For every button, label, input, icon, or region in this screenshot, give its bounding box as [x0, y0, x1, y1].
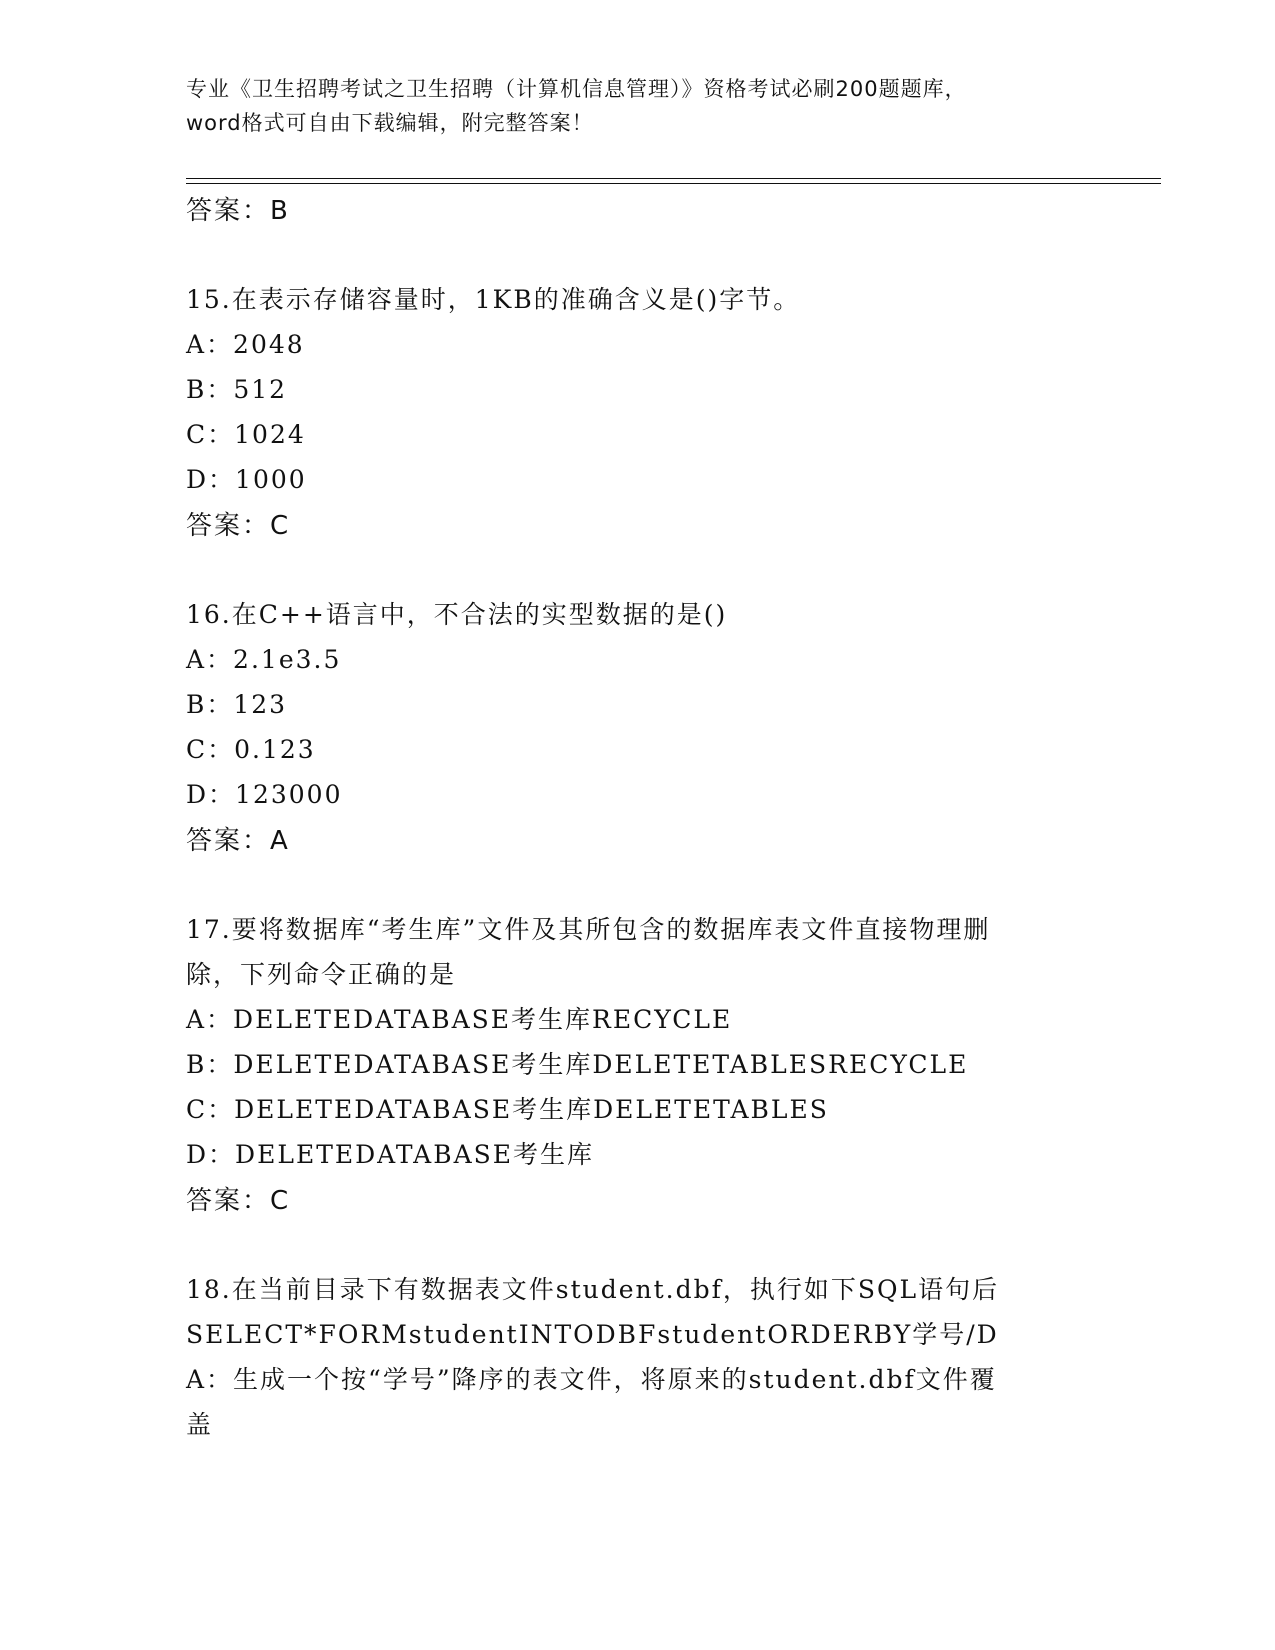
question-16-option-c: C：0.123 — [186, 735, 316, 764]
question-15-stem: 15.在表示存储容量时，1KB的准确含义是()字节。 — [186, 285, 801, 314]
question-16-option-b: B：123 — [186, 690, 288, 719]
question-17-stem-line-1: 17.要将数据库“考生库”文件及其所包含的数据库表文件直接物理删 — [186, 915, 991, 944]
previous-answer: 答案：B — [186, 196, 290, 226]
question-18-option-a-line-2: 盖 — [186, 1410, 214, 1439]
question-15-option-a: A：2048 — [186, 330, 305, 359]
header-divider-top — [186, 178, 1161, 179]
question-17-option-c: C：DELETEDATABASE考生库DELETETABLES — [186, 1095, 829, 1124]
question-15-option-b: B：512 — [186, 375, 288, 404]
question-16-answer: 答案：A — [186, 826, 290, 856]
question-17-option-a: A：DELETEDATABASE考生库RECYCLE — [186, 1005, 733, 1034]
question-17-stem-line-2: 除，下列命令正确的是 — [186, 960, 457, 989]
document-header — [186, 72, 1086, 140]
header-divider-bottom — [186, 183, 1161, 184]
question-15-option-d: D：1000 — [186, 465, 307, 494]
question-15-answer: 答案：C — [186, 511, 291, 541]
question-18-stem-line-1: 18.在当前目录下有数据表文件student.dbf，执行如下SQL语句后 — [186, 1275, 1000, 1304]
question-17-answer: 答案：C — [186, 1186, 291, 1216]
question-18-option-a-line-1: A：生成一个按“学号”降序的表文件，将原来的student.dbf文件覆 — [186, 1365, 997, 1394]
question-18-stem-line-2: SELECT*FORMstudentINTODBFstudentORDERBY学号/D — [186, 1320, 999, 1349]
question-17-option-d: D：DELETEDATABASE考生库 — [186, 1140, 595, 1169]
question-16-option-a: A：2.1e3.5 — [186, 645, 342, 674]
question-16-option-d: D：123000 — [186, 780, 343, 809]
header-line-1: 专业《卫生招聘考试之卫生招聘（计算机信息管理）》资格考试必刷200题题库， — [186, 77, 967, 101]
header-line-2: word格式可自由下载编辑，附完整答案！ — [186, 111, 594, 135]
question-16-stem: 16.在C++语言中，不合法的实型数据的是() — [186, 600, 728, 629]
question-17-option-b: B：DELETEDATABASE考生库DELETETABLESRECYCLE — [186, 1050, 969, 1079]
question-15-option-c: C：1024 — [186, 420, 306, 449]
